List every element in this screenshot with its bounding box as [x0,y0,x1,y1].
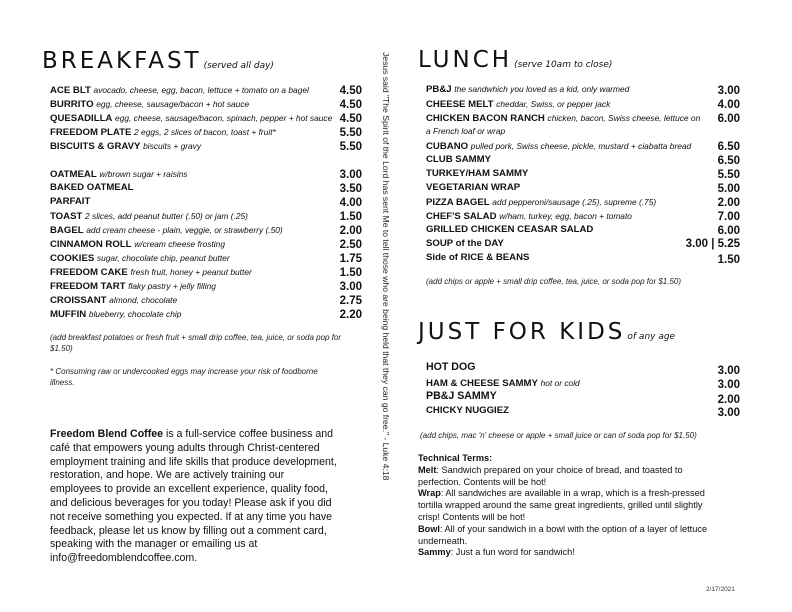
menu-item-name: OATMEAL [50,169,97,180]
menu-item-price: 3.00 [717,365,740,377]
menu-item-name: BAGEL [50,225,84,236]
menu-item [50,266,252,279]
menu-item-price: 3.00 [339,281,362,293]
breakfast-title: BREAKFAST [42,48,202,74]
menu-item [426,252,529,264]
menu-item [50,224,283,237]
menu-item [50,238,225,251]
menu-item-description: flaky pastry + jelly filling [128,281,216,291]
menu-item [50,182,134,194]
menu-item-price: 3.00 [339,169,362,181]
menu-item-description: fresh fruit, honey + peanut butter [130,267,252,277]
menu-item-description: w/ham, turkey, egg, bacon + tomato [499,211,632,221]
menu-item-name: HOT DOG [426,361,476,373]
menu-item-description: cheddar, Swiss, or pepper jack [496,99,611,109]
menu-item [426,238,504,250]
menu-item-price: 1.50 [339,211,362,223]
menu-item [50,140,201,153]
menu-item [426,361,475,374]
term-wrap-label: Wrap [418,488,441,499]
term-melt-def: : Sandwich prepared on your choice of bread, and toasted to perfection. Contents will be hot! [418,464,683,487]
menu-item [50,112,332,125]
menu-item [426,405,509,417]
menu-item [426,196,656,209]
menu-item-name: SOUP of the DAY [426,238,504,249]
menu-item-price: 6.00 [717,225,740,237]
menu-item [50,210,248,223]
menu-item-name: CLUB SAMMY [426,154,492,165]
term-sammy-def: : Just a fun word for sandwich! [450,547,575,558]
menu-item-price: 4.50 [339,99,362,111]
menu-item-name: Side of RICE & BEANS [426,252,530,263]
menu-item-description: 2 eggs, 2 slices of bacon, toast + fruit* [134,127,276,137]
term-wrap-def: : All sandwiches are available in a wrap, which is a fresh-pressed tortilla wrapped around the same great ingredients, grilled until slightly crisp! Contents will be hot! [418,488,705,522]
menu-item-name: CHICKY NUGGIEZ [426,405,509,416]
menu-item-name: TOAST [50,211,83,222]
menu-item-price: 2.00 [717,394,740,406]
print-date: 2/17/2021 [706,586,735,593]
menu-item-description: egg, cheese, sausage/bacon + hot sauce [96,99,250,109]
menu-item [50,294,177,307]
menu-item-name: CROISSANT [50,295,107,306]
menu-item [426,83,629,96]
menu-item-name: PIZZA BAGEL [426,197,490,208]
menu-item [426,210,632,223]
menu-item [426,168,528,180]
menu-item [426,140,691,153]
menu-item-description: chicken, bacon, Swiss cheese, lettuce on [547,113,701,123]
menu-item-price: 4.00 [717,99,740,111]
egg-warning: * Consuming raw or undercooked eggs may increase your risk of foodborne illness. [50,367,318,387]
lunch-heading [418,47,612,73]
menu-item [426,224,593,236]
breakfast-heading [42,48,274,74]
menu-item-price: 5.50 [717,169,740,181]
menu-item-price: 6.50 [717,155,740,167]
menu-item-price: 3.00 [717,407,740,419]
breakfast-addon-note: (add breakfast potatoes or fresh fruit + small drip coffee, tea, juice, or soda pop for $1.50) [50,333,342,353]
menu-item-price: 5.00 [717,183,740,195]
about-paragraph [50,428,338,566]
menu-item-description: biscuits + gravy [143,141,202,151]
menu-item-price: 5.50 [339,141,362,153]
menu-item-price: 2.00 [339,225,362,237]
menu-item-description: w/cream cheese frosting [134,239,225,249]
menu-item-price: 2.50 [339,239,362,251]
term-melt-label: Melt [418,464,437,475]
menu-item-price: 1.75 [339,253,362,265]
menu-item-price: 2.20 [339,309,362,321]
menu-item-name: PB&J SAMMY [426,390,497,402]
menu-item-name: GRILLED CHICKEN CEASAR SALAD [426,224,594,235]
term-bowl-label: Bowl [418,523,440,534]
kids-title: JUST FOR KIDS [418,319,626,345]
menu-item-name: COOKIES [50,253,95,264]
menu-item-name: CHEF'S SALAD [426,211,497,222]
menu-item [50,84,309,97]
lunch-title: LUNCH [418,47,513,73]
menu-item-name: TURKEY/HAM SAMMY [426,168,529,179]
menu-item-price: 1.50 [339,267,362,279]
menu-item-name: CINNAMON ROLL [50,239,132,250]
about-text: is a full-service coffee business and café that empowers young adults through Christ-centered employment training and life skills that produce development, restoration, and hope. We are actively training our employees to provide an excellent experience, quality food, and delicious beverages for you today! Please ask if you did not receive something you expected. If at any time you have feedback, please let us know by filling out a comment card, speaking with the manager or emailing us at info@freedomblendcoffee.com. [50,428,337,565]
menu-item [50,308,181,321]
menu-item-price: 3.00 [717,85,740,97]
menu-item-name: BURRITO [50,99,94,110]
menu-item [426,98,610,111]
term-sammy-label: Sammy [418,547,451,558]
menu-item-description: add cream cheese - plain, veggie, or strawberry (.50) [86,225,283,235]
term-melt [418,465,723,489]
menu-item-description: sugar, chocolate chip, peanut butter [96,253,230,263]
breakfast-subtitle: (served all day) [203,61,274,71]
menu-item-description: blueberry, chocolate chip [88,309,182,319]
term-bowl-def: : All of your sandwich in a bowl with the option of a layer of lettuce underneath. [418,523,708,546]
menu-item-description: hot or cold [540,378,580,388]
menu-item-description-cont: a French loaf or wrap [426,126,506,136]
menu-item-price: 3.00 | 5.25 [685,238,740,250]
menu-item-price: 2.00 [717,197,740,209]
menu-item-description: add pepperoni/sausage (.25), supreme (.75) [492,197,657,207]
menu-item-description: egg, cheese, sausage/bacon, spinach, pepper + hot sauce [115,113,333,123]
menu-item-name: ACE BLT [50,85,91,96]
technical-terms [418,453,723,559]
menu-item-price: 6.00 [717,113,740,125]
menu-item-name: FREEDOM TART [50,281,126,292]
term-sammy [418,547,723,559]
term-bowl [418,524,723,548]
menu-item-name: FREEDOM CAKE [50,267,128,278]
menu-item-price: 1.50 [717,254,740,266]
technical-title: Technical Terms: [418,453,493,463]
menu-item-name: CHEESE MELT [426,99,494,110]
menu-item [50,168,188,181]
menu-item-price: 6.50 [717,141,740,153]
menu-item-price: 4.50 [339,113,362,125]
menu-item-name: FREEDOM PLATE [50,127,132,138]
menu-item [426,390,497,403]
menu-item [50,280,216,293]
menu-item [50,126,276,139]
menu-item-name: MUFFIN [50,309,87,320]
menu-item-name: CUBANO [426,141,469,152]
lunch-subtitle: (serve 10am to close) [514,60,613,70]
menu-item-description: pulled pork, Swiss cheese, pickle, mustard + ciabatta bread [470,141,692,151]
menu-item [426,154,491,166]
menu-item-price: 4.00 [339,197,362,209]
menu-item-description: w/brown sugar + raisins [99,169,188,179]
kids-heading [418,319,675,345]
menu-item-name: BAKED OATMEAL [50,182,134,193]
menu-item-description: almond, chocolate [109,295,178,305]
menu-item-name: VEGETARIAN WRAP [426,182,521,193]
menu-item [50,252,230,265]
menu-item-name: BISCUITS & GRAVY [50,141,141,152]
menu-item-price: 3.00 [717,379,740,391]
menu-item [426,182,520,194]
menu-item-name: PB&J [426,84,452,95]
menu-item [50,98,249,111]
menu-item-price: 3.50 [339,183,362,195]
menu-item-price: 7.00 [717,211,740,223]
kids-addon-note: (add chips, mac 'n' cheese or apple + small juice or can of soda pop for $1.50) [420,431,697,440]
kids-subtitle: of any age [627,332,676,342]
menu-item-name: HAM & CHEESE SAMMY [426,378,538,389]
about-brand: Freedom Blend Coffee [50,428,164,440]
menu-item-price: 5.50 [339,127,362,139]
menu-item [426,377,580,390]
term-wrap [418,488,723,523]
lunch-addon-note: (add chips or apple + small drip coffee, tea, juice, or soda pop for $1.50) [426,277,682,286]
menu-item-description: avocado, cheese, egg, bacon, lettuce + tomato on a bagel [93,85,309,95]
menu-item-name: PARFAIT [50,196,91,207]
menu-item-price: 2.75 [339,295,362,307]
menu-item [50,196,90,208]
menu-item-name: QUESADILLA [50,113,113,124]
menu-item-description: 2 slices, add peanut butter (.50) or jam (.25) [85,211,248,221]
menu-item-name: CHICKEN BACON RANCH [426,113,545,124]
menu-item-description: the sandwhich you loved as a kid, only warmed [454,84,630,94]
menu-item-price: 4.50 [339,85,362,97]
menu-item [426,112,700,138]
